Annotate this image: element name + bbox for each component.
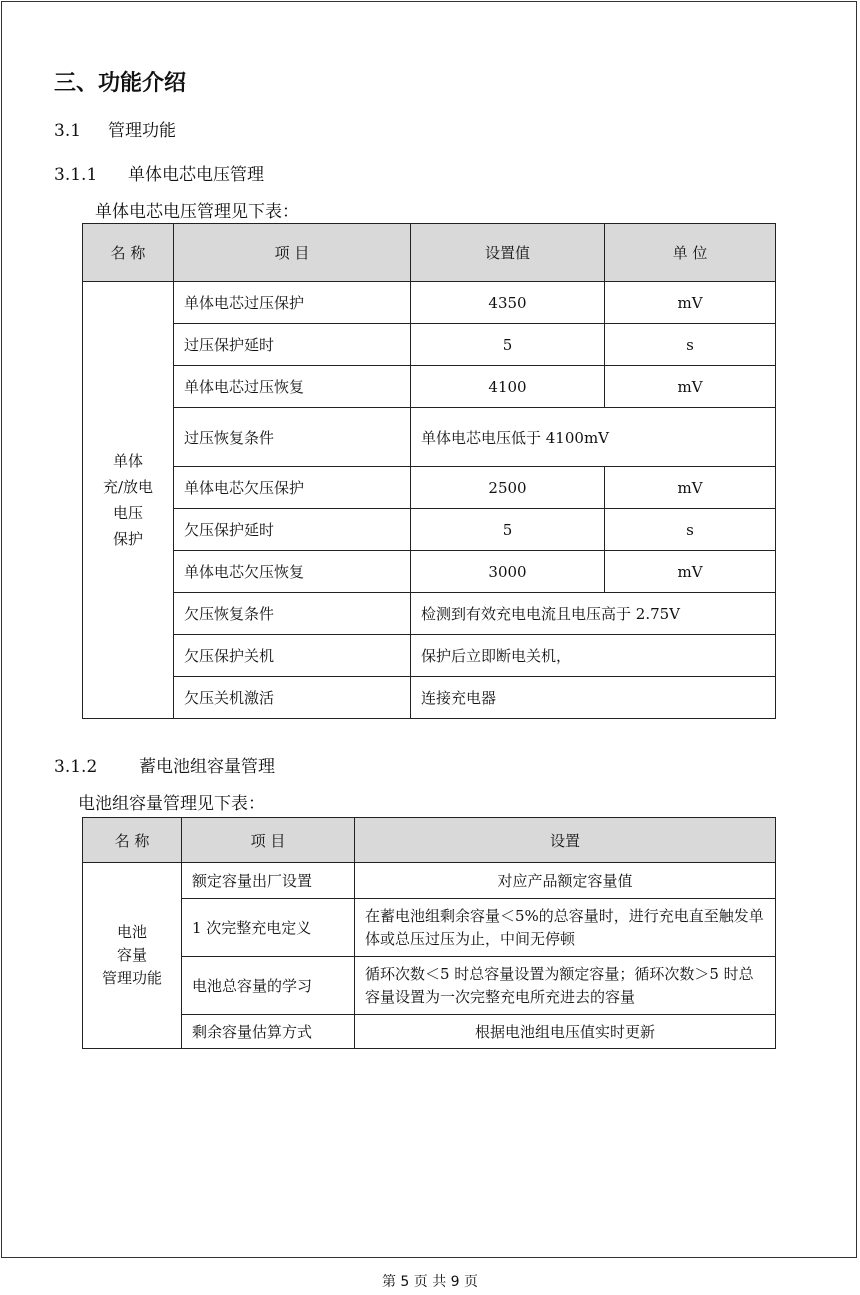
table-row [83,551,776,593]
value-cell: 4100 [411,366,605,408]
item-cell: 欠压关机激活 [174,677,411,719]
table-row [83,593,776,635]
table-row [83,282,776,324]
header-name: 名 称 [83,224,174,282]
item-cell: 过压保护延时 [174,324,411,366]
item-cell: 过压恢复条件 [174,408,411,467]
setting-cell: 对应产品额定容量值 [355,863,776,899]
item-cell: 欠压保护延时 [174,509,411,551]
section-heading: 3.1 管理功能 [54,121,176,141]
unit-cell: mV [605,467,776,509]
table-header-row [83,818,776,863]
subsection-heading-capacity: 3.1.2 蓄电池组容量管理 [54,757,275,777]
page-footer: 第 5 页 共 9 页 [381,1274,479,1290]
table-row [83,863,776,899]
header-value: 设置值 [411,224,605,282]
item-cell: 欠压恢复条件 [174,593,411,635]
value-cell: 2500 [411,467,605,509]
unit-cell: mV [605,366,776,408]
header-unit: 单 位 [605,224,776,282]
item-cell: 1 次完整充电定义 [182,899,355,957]
setting-cell: 根据电池组电压值实时更新 [355,1015,776,1049]
merged-cell: 单体电芯电压低于 4100mV [411,408,776,467]
merged-cell: 检测到有效充电电流且电压高于 2.75V [411,593,776,635]
table-row [83,324,776,366]
item-cell: 电池总容量的学习 [182,957,355,1015]
item-cell: 欠压保护关机 [174,635,411,677]
value-cell: 3000 [411,551,605,593]
header-setting: 设置 [355,818,776,863]
table1-intro: 单体电芯电压管理见下表： [95,202,299,222]
setting-cell: 循环次数＜5 时总容量设置为额定容量；循环次数＞5 时总容量设置为一次完整充电所充进去的容量 [355,957,776,1015]
value-cell: 5 [411,324,605,366]
item-cell: 单体电芯欠压保护 [174,467,411,509]
table-row [83,899,776,957]
table-row [83,509,776,551]
group-label-cell: 单体 充/放电 电压 保护 [83,282,174,719]
item-cell: 额定容量出厂设置 [182,863,355,899]
table-row [83,957,776,1015]
table-row [83,366,776,408]
value-cell: 5 [411,509,605,551]
unit-cell: mV [605,282,776,324]
table-row [83,635,776,677]
header-name: 名 称 [83,818,182,863]
unit-cell: s [605,324,776,366]
subsection-heading-cell-voltage: 3.1.1 单体电芯电压管理 [54,165,264,185]
table-row [83,677,776,719]
capacity-table [82,817,776,1049]
item-cell: 单体电芯过压恢复 [174,366,411,408]
table-row [83,1015,776,1049]
group-label-cell: 电池 容量 管理功能 [83,863,182,1049]
item-cell: 单体电芯欠压恢复 [174,551,411,593]
header-item: 项 目 [182,818,355,863]
setting-cell: 在蓄电池组剩余容量＜5%的总容量时，进行充电直至触发单体或总压过压为止，中间无停顿 [355,899,776,957]
table2-intro: 电池组容量管理见下表： [78,794,265,814]
chapter-heading: 三、功能介绍 [54,71,187,96]
merged-cell: 连接充电器 [411,677,776,719]
cell-voltage-table [82,223,776,719]
table-row [83,467,776,509]
value-cell: 4350 [411,282,605,324]
table-header-row [83,224,776,282]
unit-cell: mV [605,551,776,593]
item-cell: 剩余容量估算方式 [182,1015,355,1049]
item-cell: 单体电芯过压保护 [174,282,411,324]
table-row [83,408,776,467]
unit-cell: s [605,509,776,551]
merged-cell: 保护后立即断电关机， [411,635,776,677]
header-item: 项 目 [174,224,411,282]
